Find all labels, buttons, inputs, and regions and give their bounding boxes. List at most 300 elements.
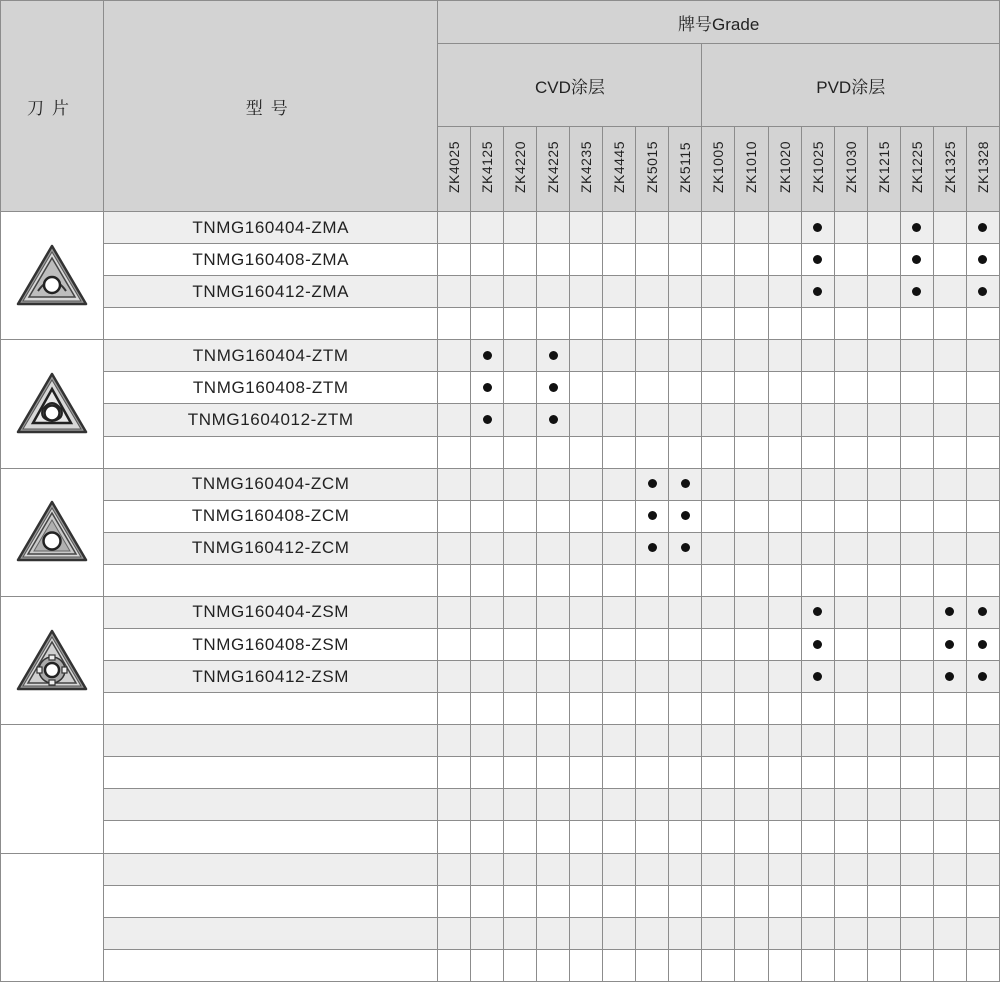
availability-dot-icon (813, 287, 822, 296)
model-row (1, 340, 1000, 372)
grade-cell (702, 468, 735, 500)
grade-cell (537, 661, 570, 693)
empty-row (1, 949, 1000, 981)
grade-cell (735, 661, 768, 693)
availability-dot-icon (549, 415, 558, 424)
grade-cell (471, 468, 504, 500)
grade-cell (537, 500, 570, 532)
grade-cell (471, 404, 504, 436)
grade-cell (768, 949, 801, 981)
empty-row (1, 885, 1000, 917)
model-row (1, 468, 1000, 500)
grade-cell (603, 372, 636, 404)
grade-cell (966, 372, 999, 404)
grade-cell (636, 725, 669, 757)
model-cell: TNMG160408-ZMA (104, 244, 438, 276)
triangle-insert-zsm-icon (1, 626, 103, 696)
grade-cell (603, 564, 636, 596)
grade-cell (438, 949, 471, 981)
empty-row (1, 789, 1000, 821)
grade-cell (471, 757, 504, 789)
grade-cell (537, 340, 570, 372)
availability-dot-icon (483, 415, 492, 424)
grade-cell (900, 596, 933, 628)
grade-cell (966, 340, 999, 372)
model-cell: TNMG1604012-ZTM (104, 404, 438, 436)
grade-cell (768, 885, 801, 917)
grade-cell (867, 917, 900, 949)
grade-cell (603, 853, 636, 885)
insert-image-cell (1, 853, 104, 981)
grade-cell (834, 661, 867, 693)
grade-cell (669, 468, 702, 500)
insert-image-cell (1, 725, 104, 853)
grade-cell (702, 821, 735, 853)
grade-cell (768, 853, 801, 885)
grade-cell (504, 629, 537, 661)
grade-cell (933, 821, 966, 853)
grade-cell (735, 436, 768, 468)
empty-row (1, 821, 1000, 853)
grade-cell (768, 596, 801, 628)
grade-cell (603, 629, 636, 661)
grade-cell (537, 212, 570, 244)
model-row (1, 244, 1000, 276)
grade-cell (867, 212, 900, 244)
grade-cell (537, 853, 570, 885)
grade-cell (537, 693, 570, 725)
grade-cell (471, 629, 504, 661)
grade-cell (801, 404, 834, 436)
grade-cell (933, 340, 966, 372)
grade-cell (702, 404, 735, 436)
grade-cell (504, 949, 537, 981)
grade-cell (669, 725, 702, 757)
grade-cell (900, 693, 933, 725)
grade-cell (570, 532, 603, 564)
grade-cell (504, 244, 537, 276)
grade-cell (603, 949, 636, 981)
grade-cell (636, 757, 669, 789)
grade-cell (867, 757, 900, 789)
availability-dot-icon (483, 351, 492, 360)
grade-cell (702, 789, 735, 821)
grade-cell (636, 661, 669, 693)
grade-cell (735, 372, 768, 404)
grade-cell (867, 436, 900, 468)
grade-cell (966, 212, 999, 244)
grade-cell (603, 885, 636, 917)
grade-cell (537, 917, 570, 949)
grade-cell (504, 564, 537, 596)
grade-cell (867, 244, 900, 276)
grade-cell (471, 821, 504, 853)
grade-cell (900, 789, 933, 821)
grade-cell (966, 821, 999, 853)
grade-cell (438, 500, 471, 532)
grade-cell (966, 436, 999, 468)
grade-cell (702, 532, 735, 564)
model-cell: TNMG160408-ZSM (104, 629, 438, 661)
grade-cell (966, 853, 999, 885)
grade-cell (537, 725, 570, 757)
grade-cell (834, 821, 867, 853)
grade-cell (438, 629, 471, 661)
grade-cell (933, 629, 966, 661)
grade-column-header (537, 127, 570, 212)
grade-cell (570, 661, 603, 693)
grade-cell (702, 436, 735, 468)
model-cell (104, 757, 438, 789)
grade-cell (570, 789, 603, 821)
grade-cell (801, 564, 834, 596)
grade-cell (504, 885, 537, 917)
grade-cell (603, 789, 636, 821)
grade-cell (933, 693, 966, 725)
grade-column-header (471, 127, 504, 212)
grade-column-header (801, 127, 834, 212)
grade-cell (768, 500, 801, 532)
grade-cell (768, 468, 801, 500)
grade-cell (504, 340, 537, 372)
insert-image-cell (1, 340, 104, 468)
grade-cell (471, 212, 504, 244)
grade-cell (570, 468, 603, 500)
triangle-insert-zcm-icon (1, 497, 103, 567)
grade-cell (900, 308, 933, 340)
grade-cell (735, 693, 768, 725)
model-row (1, 404, 1000, 436)
grade-cell (438, 917, 471, 949)
grade-cell (768, 821, 801, 853)
availability-dot-icon (978, 640, 987, 649)
availability-dot-icon (912, 255, 921, 264)
grade-cell (504, 372, 537, 404)
grade-cell (603, 212, 636, 244)
grade-label: ZK1328 (974, 141, 991, 194)
insert-column-header: 刀片 (1, 1, 104, 212)
grade-cell (471, 949, 504, 981)
model-cell: TNMG160404-ZCM (104, 468, 438, 500)
grade-cell (438, 308, 471, 340)
model-column-header: 型号 (104, 1, 438, 212)
grade-cell (504, 725, 537, 757)
model-cell (104, 885, 438, 917)
grade-cell (768, 757, 801, 789)
grade-cell (801, 436, 834, 468)
grade-cell (900, 661, 933, 693)
grade-cell (636, 789, 669, 821)
grade-cell (570, 917, 603, 949)
model-cell: TNMG160412-ZSM (104, 661, 438, 693)
grade-cell (570, 853, 603, 885)
grade-cell (867, 564, 900, 596)
availability-dot-icon (813, 223, 822, 232)
grade-cell (438, 244, 471, 276)
grade-cell (801, 757, 834, 789)
availability-dot-icon (549, 351, 558, 360)
grade-cell (933, 468, 966, 500)
insert-image-cell (1, 468, 104, 596)
grade-cell (570, 821, 603, 853)
grade-cell (636, 693, 669, 725)
grade-cell (669, 564, 702, 596)
availability-dot-icon (912, 287, 921, 296)
grade-cell (735, 276, 768, 308)
model-cell (104, 693, 438, 725)
grade-cell (471, 532, 504, 564)
grade-cell (702, 212, 735, 244)
grade-cell (438, 564, 471, 596)
grade-cell (636, 276, 669, 308)
grade-cell (603, 532, 636, 564)
grade-cell (867, 404, 900, 436)
grade-cell (471, 564, 504, 596)
grade-cell (636, 468, 669, 500)
grade-cell (471, 725, 504, 757)
grade-label: ZK1025 (809, 141, 826, 194)
grade-cell (537, 372, 570, 404)
grade-cell (636, 564, 669, 596)
grade-label: ZK1020 (776, 141, 793, 194)
grade-cell (636, 949, 669, 981)
grade-cell (669, 276, 702, 308)
availability-dot-icon (813, 607, 822, 616)
grade-cell (735, 308, 768, 340)
grade-cell (537, 308, 570, 340)
model-cell (104, 917, 438, 949)
grade-cell (603, 693, 636, 725)
availability-dot-icon (945, 607, 954, 616)
insert-image-cell (1, 596, 104, 724)
grade-cell (636, 372, 669, 404)
grade-cell (801, 308, 834, 340)
grade-cell (801, 629, 834, 661)
grade-cell (636, 917, 669, 949)
model-cell: TNMG160404-ZTM (104, 340, 438, 372)
grade-cell (603, 404, 636, 436)
grade-label: ZK4225 (545, 141, 562, 194)
grade-cell (669, 212, 702, 244)
model-cell (104, 308, 438, 340)
grade-cell (570, 629, 603, 661)
availability-dot-icon (648, 479, 657, 488)
grade-cell (735, 596, 768, 628)
grade-cell (900, 564, 933, 596)
grade-cell (537, 629, 570, 661)
grade-cell (768, 661, 801, 693)
grade-cell (834, 949, 867, 981)
grade-cell (768, 276, 801, 308)
grade-cell (702, 693, 735, 725)
model-row (1, 596, 1000, 628)
grade-cell (735, 404, 768, 436)
grade-cell (702, 661, 735, 693)
grade-cell (867, 532, 900, 564)
grade-label: ZK4125 (479, 141, 496, 194)
grade-cell (735, 500, 768, 532)
grade-cell (801, 853, 834, 885)
grade-cell (900, 244, 933, 276)
model-row (1, 532, 1000, 564)
grade-cell (900, 757, 933, 789)
grade-cell (768, 564, 801, 596)
availability-dot-icon (549, 383, 558, 392)
grade-cell (669, 693, 702, 725)
grade-cell (933, 500, 966, 532)
grade-cell (867, 500, 900, 532)
grade-cell (735, 885, 768, 917)
grade-cell (834, 532, 867, 564)
grade-cell (834, 500, 867, 532)
grade-label: ZK4445 (611, 141, 628, 194)
availability-dot-icon (978, 223, 987, 232)
grade-cell (669, 372, 702, 404)
model-row (1, 212, 1000, 244)
grade-cell (438, 276, 471, 308)
grade-column-header (966, 127, 999, 212)
model-cell (104, 821, 438, 853)
grade-cell (834, 340, 867, 372)
grade-cell (900, 949, 933, 981)
grade-cell (504, 532, 537, 564)
grade-cell (801, 340, 834, 372)
grade-cell (570, 308, 603, 340)
grade-cell (603, 308, 636, 340)
grade-cell (966, 725, 999, 757)
grade-cell (504, 308, 537, 340)
grade-cell (702, 629, 735, 661)
grade-cell (966, 661, 999, 693)
grade-cell (933, 853, 966, 885)
grade-cell (801, 372, 834, 404)
availability-dot-icon (648, 511, 657, 520)
grade-cell (570, 404, 603, 436)
grade-label: ZK4220 (512, 141, 529, 194)
grade-cell (801, 789, 834, 821)
grade-cell (834, 885, 867, 917)
grade-cell (438, 725, 471, 757)
grade-cell (867, 949, 900, 981)
grade-cell (834, 436, 867, 468)
grade-cell (438, 789, 471, 821)
grade-cell (867, 629, 900, 661)
grade-cell (669, 853, 702, 885)
grade-cell (735, 949, 768, 981)
grade-cell (504, 917, 537, 949)
grade-cell (801, 949, 834, 981)
grade-cell (867, 340, 900, 372)
grade-cell (900, 629, 933, 661)
grade-cell (735, 244, 768, 276)
grade-cell (603, 500, 636, 532)
grade-cell (702, 757, 735, 789)
grade-cell (504, 436, 537, 468)
grade-cell (900, 917, 933, 949)
grade-cell (438, 693, 471, 725)
grade-cell (867, 276, 900, 308)
grade-cell (834, 276, 867, 308)
grade-cell (438, 661, 471, 693)
grade-cell (702, 564, 735, 596)
grade-cell (570, 500, 603, 532)
grade-cell (966, 404, 999, 436)
grade-cell (603, 917, 636, 949)
grade-cell (438, 372, 471, 404)
grade-cell (933, 757, 966, 789)
grade-cell (570, 436, 603, 468)
grade-cell (702, 340, 735, 372)
grade-cell (834, 629, 867, 661)
grade-cell (735, 468, 768, 500)
grade-cell (438, 757, 471, 789)
grade-cell (867, 885, 900, 917)
grade-cell (504, 276, 537, 308)
grade-cell (504, 757, 537, 789)
grade-cell (570, 693, 603, 725)
grade-cell (471, 693, 504, 725)
grade-cell (504, 789, 537, 821)
grade-cell (603, 725, 636, 757)
insert-image-cell (1, 212, 104, 340)
model-cell: TNMG160404-ZSM (104, 596, 438, 628)
grade-cell (834, 693, 867, 725)
availability-dot-icon (648, 543, 657, 552)
grade-cell (768, 372, 801, 404)
grade-cell (504, 693, 537, 725)
grade-cell (702, 276, 735, 308)
grade-cell (570, 372, 603, 404)
grade-label: ZK4025 (446, 141, 463, 194)
grade-cell (537, 564, 570, 596)
empty-row (1, 725, 1000, 757)
availability-dot-icon (978, 287, 987, 296)
grade-cell (834, 789, 867, 821)
grade-column-header (636, 127, 669, 212)
grade-cell (504, 404, 537, 436)
grade-cell (867, 853, 900, 885)
grade-cell (900, 821, 933, 853)
grade-cell (669, 789, 702, 821)
availability-dot-icon (813, 640, 822, 649)
grade-cell (735, 564, 768, 596)
empty-row (1, 564, 1000, 596)
grade-cell (966, 917, 999, 949)
grade-cell (834, 372, 867, 404)
grade-cell (768, 308, 801, 340)
model-cell: TNMG160408-ZCM (104, 500, 438, 532)
grade-cell (603, 757, 636, 789)
grade-cell (570, 757, 603, 789)
grade-cell (768, 629, 801, 661)
grade-cell (570, 596, 603, 628)
model-cell: TNMG160404-ZMA (104, 212, 438, 244)
grade-cell (768, 340, 801, 372)
grade-cell (438, 340, 471, 372)
grade-cell (669, 308, 702, 340)
grade-cell (702, 885, 735, 917)
availability-dot-icon (978, 255, 987, 264)
model-row (1, 276, 1000, 308)
grade-cell (471, 436, 504, 468)
grade-column-header (735, 127, 768, 212)
grade-cell (471, 661, 504, 693)
grade-cell (636, 212, 669, 244)
availability-dot-icon (681, 479, 690, 488)
grade-cell (504, 853, 537, 885)
grade-label: ZK5015 (644, 141, 661, 194)
model-cell: TNMG160412-ZMA (104, 276, 438, 308)
